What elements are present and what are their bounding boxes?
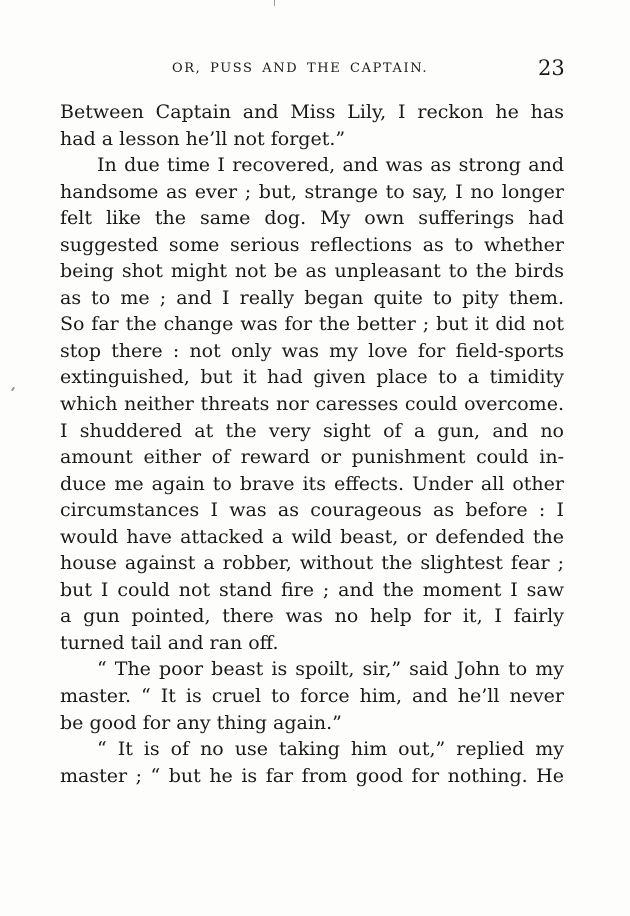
text-line: In due time I recovered, and was as strong and xyxy=(97,154,564,177)
running-head xyxy=(0,56,630,86)
text-line: extinguished, but it had given place to a timidity xyxy=(60,366,564,389)
text-line: amount either of reward or punishment could in- xyxy=(60,446,564,469)
scan-mark-margin xyxy=(11,387,15,391)
text-line: had a lesson he’ll not forget.” xyxy=(60,127,346,150)
text-line: master ; “ but he is far from good for nothing. He xyxy=(60,764,564,787)
text-line: stop there : not only was my love for field-sports xyxy=(60,339,564,362)
running-title: OR, PUSS AND THE CAPTAIN. xyxy=(172,61,429,76)
text-line: “ It is of no use taking him out,” replied my xyxy=(97,738,564,761)
text-line: circumstances I was as courageous as before : I xyxy=(60,499,564,522)
text-line: suggested some serious reflections as to whether xyxy=(60,233,564,256)
text-line: turned tail and ran off. xyxy=(60,631,279,654)
text-line: being shot might not be as unpleasant to the birds xyxy=(60,260,564,283)
text-line: handsome as ever ; but, strange to say, I no longer xyxy=(60,180,564,203)
text-line: master. “ It is cruel to force him, and he’ll never xyxy=(60,685,564,708)
text-line: So far the change was for the better ; but it did not xyxy=(60,313,564,336)
text-line: as to me ; and I really began quite to pity them. xyxy=(60,286,564,309)
text-line: Between Captain and Miss Lily, I reckon he has xyxy=(60,101,564,123)
scan-mark-top xyxy=(274,0,275,6)
text-line: house against a robber, without the slightest fear ; xyxy=(60,552,564,575)
page-number: 23 xyxy=(538,56,565,80)
text-line: duce me again to brave its effects. Under all other xyxy=(60,472,564,495)
body-text xyxy=(60,99,564,789)
text-line: be good for any thing again.” xyxy=(60,711,342,734)
text-line: “ The poor beast is spoilt, sir,” said John to my xyxy=(97,658,564,681)
text-line: but I could not stand fire ; and the moment I saw xyxy=(60,578,564,601)
text-line: I shuddered at the very sight of a gun, and no xyxy=(60,419,564,442)
text-line: would have attacked a wild beast, or defended the xyxy=(60,525,564,548)
text-line: which neither threats nor caresses could overcome. xyxy=(60,393,564,416)
text-line: a gun pointed, there was no help for it, I fairly xyxy=(60,605,564,628)
text-line: felt like the same dog. My own sufferings had xyxy=(60,207,564,230)
